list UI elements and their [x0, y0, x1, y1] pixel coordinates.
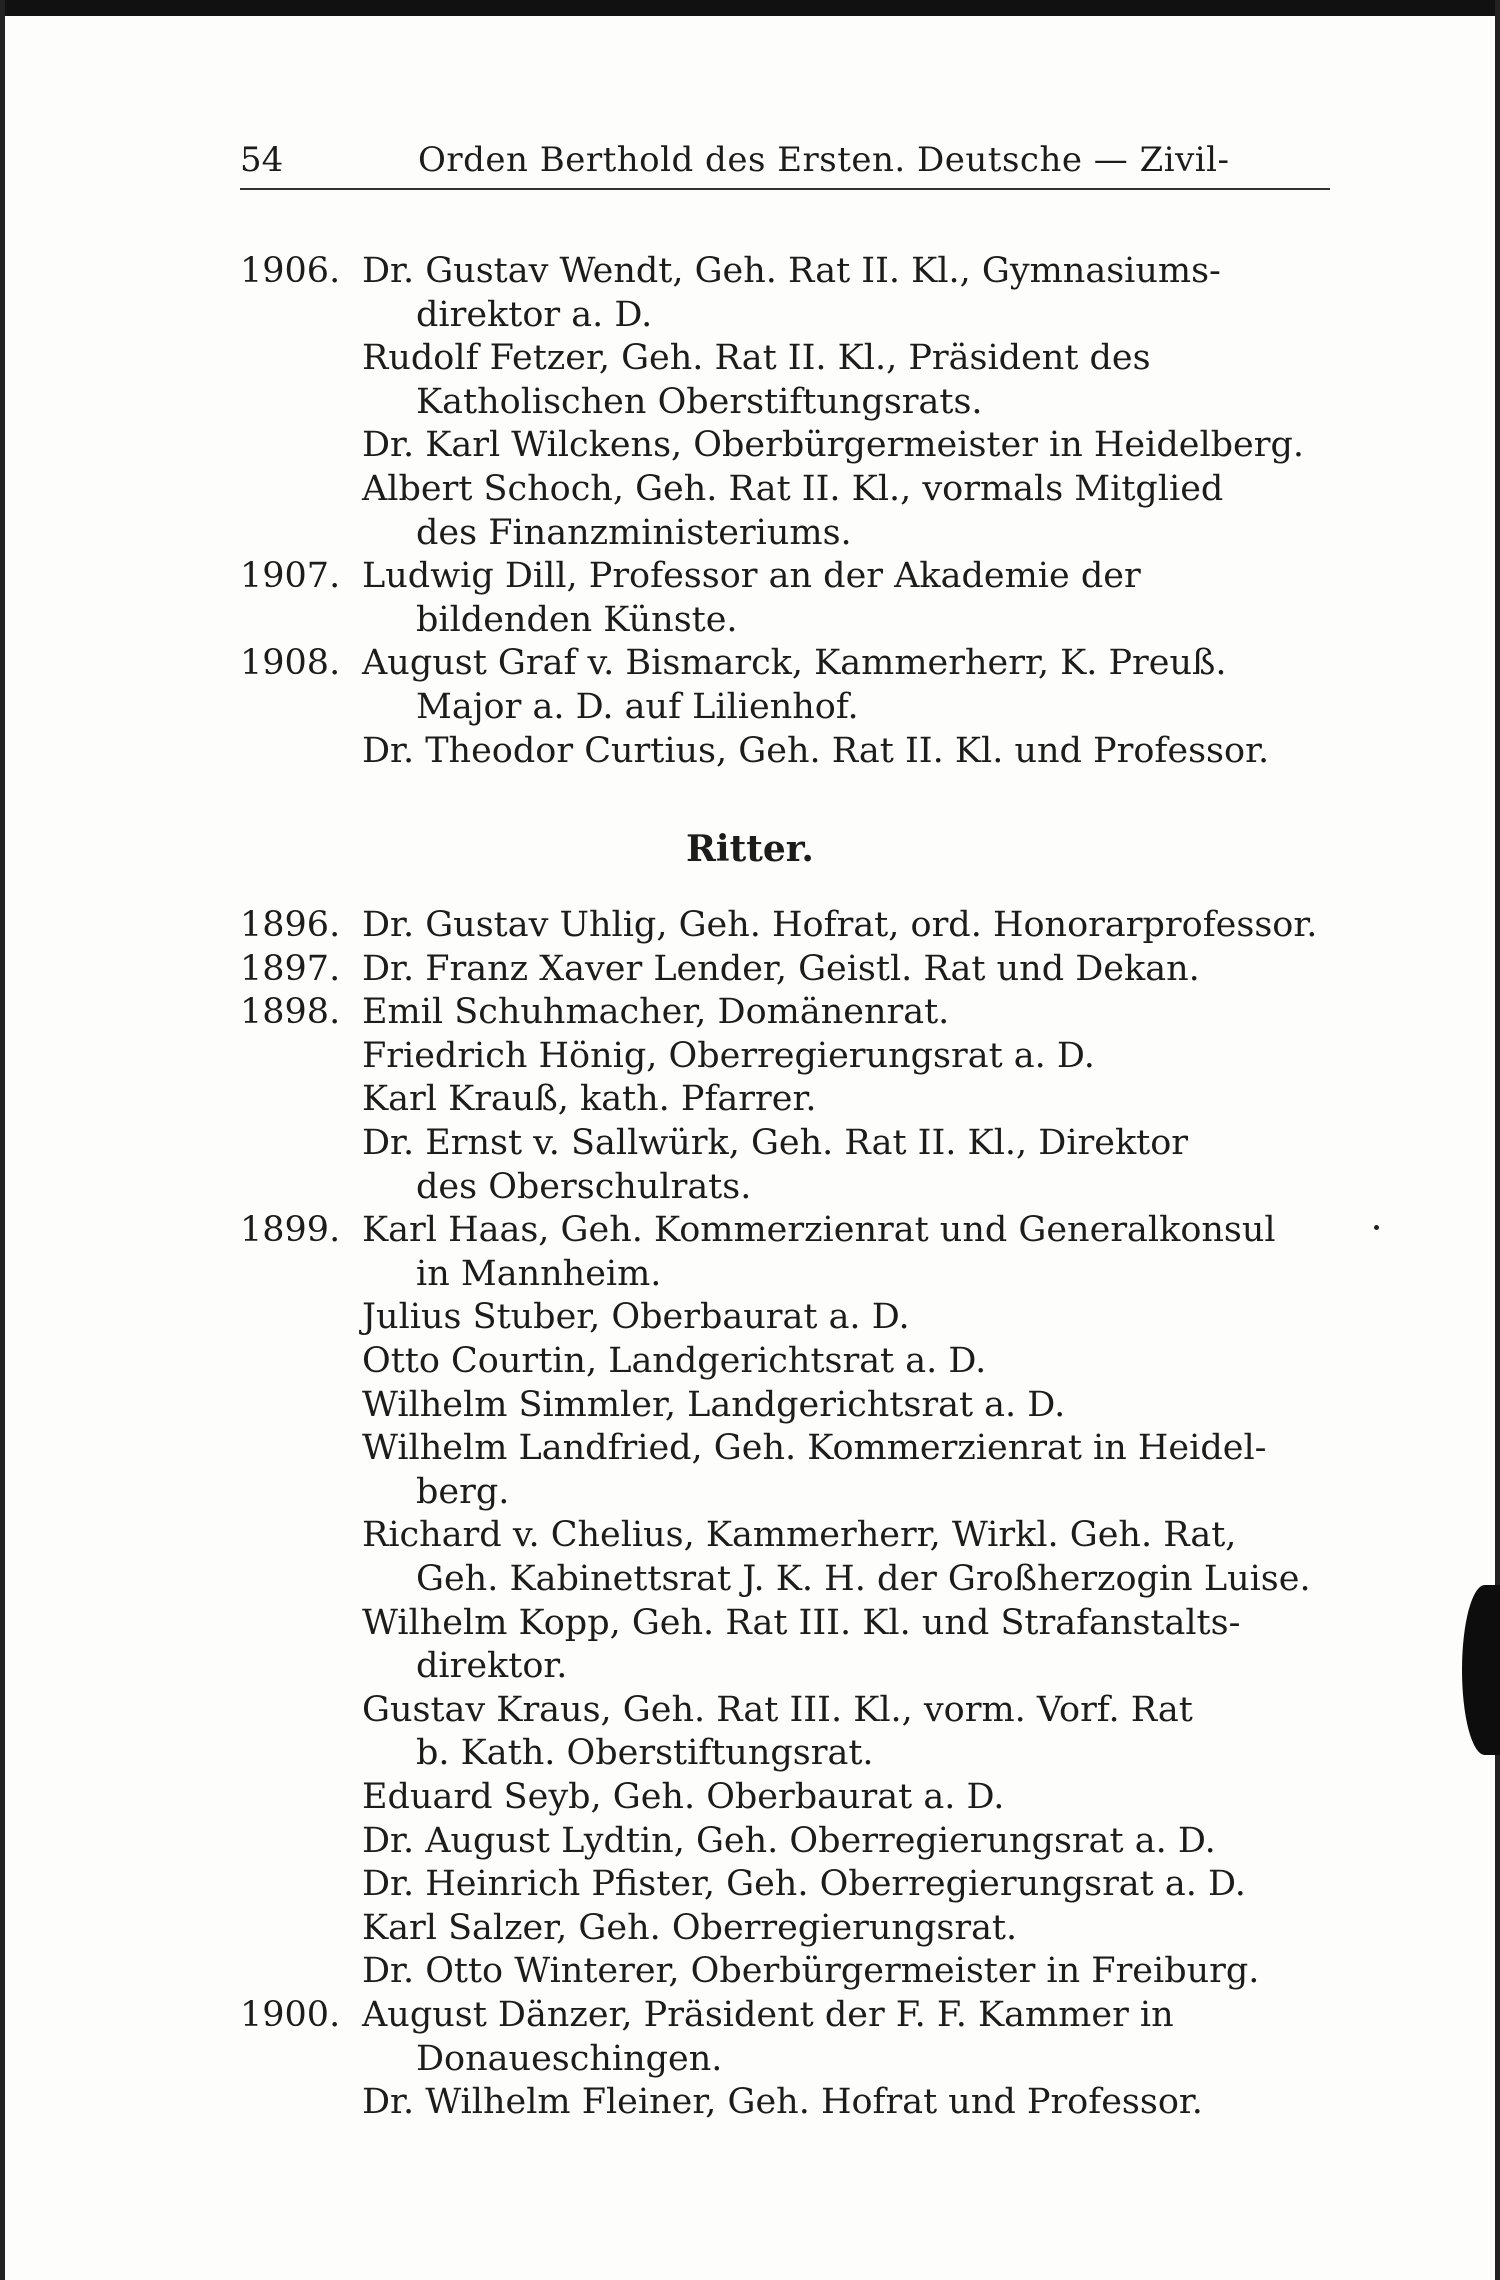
- entry-continuation-line: des Finanzministeriums.: [416, 512, 852, 553]
- entry-line: Gustav Kraus, Geh. Rat III. Kl., vorm. Vorf. Rat: [362, 1689, 1193, 1730]
- entry-line: Dr. Otto Winterer, Oberbürgermeister in Freiburg.: [362, 1951, 1260, 1992]
- entry-continuation-line: Geh. Kabinettsrat J. K. H. der Großherzogin Luise.: [416, 1559, 1311, 1599]
- running-title: Orden Berthold des Ersten. Deutsche — Zivil-: [418, 140, 1230, 180]
- entry-line: Otto Courtin, Landgerichtsrat a. D.: [362, 1341, 987, 1381]
- entry-year: 1907.: [240, 556, 341, 597]
- entry-year: 1900.: [240, 1995, 341, 2035]
- entry-line: Karl Salzer, Geh. Oberregierungsrat.: [362, 1907, 1018, 1948]
- entry-line: Karl Haas, Geh. Kommerzienrat und Generalkonsul: [362, 1210, 1276, 1251]
- entry-line: Dr. Gustav Wendt, Geh. Rat II. Kl., Gymnasiums-: [362, 251, 1221, 291]
- entry-continuation-line: bildenden Künste.: [416, 599, 738, 640]
- entry-line: Wilhelm Kopp, Geh. Rat III. Kl. und Strafanstalts-: [362, 1602, 1241, 1643]
- entry-line: Dr. Franz Xaver Lender, Geistl. Rat und Dekan.: [362, 948, 1200, 989]
- entry-line: Wilhelm Simmler, Landgerichtsrat a. D.: [362, 1384, 1066, 1425]
- entry-line: Dr. Wilhelm Fleiner, Geh. Hofrat und Professor.: [362, 2082, 1203, 2123]
- entry-continuation-line: Katholischen Oberstiftungsrats.: [416, 381, 983, 422]
- entry-continuation-line: Major a. D. auf Lilienhof.: [416, 687, 859, 727]
- page-header: [240, 132, 1330, 190]
- entry-continuation-line: direktor a. D.: [416, 294, 653, 335]
- entry-year: 1897.: [240, 948, 341, 989]
- entry-year: 1908.: [240, 643, 341, 684]
- entry-continuation-line: berg.: [416, 1471, 510, 1512]
- entry-line: Dr. Theodor Curtius, Geh. Rat II. Kl. und Professor.: [362, 730, 1270, 771]
- entry-line: Dr. Gustav Uhlig, Geh. Hofrat, ord. Honorarprofessor.: [362, 905, 1318, 945]
- entry-line: Karl Krauß, kath. Pfarrer.: [362, 1079, 817, 1120]
- entry-line: Julius Stuber, Oberbaurat a. D.: [362, 1297, 910, 1338]
- scan-border-right: [1495, 0, 1500, 2280]
- entry-line: Friedrich Hönig, Oberregierungsrat a. D.: [362, 1035, 1095, 1076]
- entry-line: August Graf v. Bismarck, Kammerherr, K. Preuß.: [362, 643, 1227, 684]
- entry-continuation-line: in Mannheim.: [416, 1253, 662, 1294]
- entry-year: 1898.: [240, 992, 341, 1033]
- entry-year: 1896.: [240, 905, 341, 945]
- entry-line: Dr. August Lydtin, Geh. Oberregierungsrat a. D.: [362, 1820, 1216, 1861]
- entry-line: Ludwig Dill, Professor an der Akademie der: [362, 556, 1141, 597]
- entry-line: Dr. Heinrich Pfister, Geh. Oberregierungsrat a. D.: [362, 1864, 1246, 1905]
- entry-line: Eduard Seyb, Geh. Oberbaurat a. D.: [362, 1777, 1005, 1817]
- scan-speck: [1374, 1225, 1379, 1230]
- entry-continuation-line: b. Kath. Oberstiftungsrat.: [416, 1733, 874, 1774]
- entry-line: Richard v. Chelius, Kammerherr, Wirkl. Geh. Rat,: [362, 1515, 1237, 1556]
- scan-edge-mark: [1462, 1585, 1500, 1755]
- entry-line: Rudolf Fetzer, Geh. Rat II. Kl., Präsident des: [362, 338, 1151, 379]
- scan-border-left: [0, 0, 5, 2280]
- entry-line: Albert Schoch, Geh. Rat II. Kl., vormals Mitglied: [362, 469, 1224, 509]
- entry-year: 1906.: [240, 251, 341, 291]
- entry-line: August Dänzer, Präsident der F. F. Kammer in: [362, 1995, 1174, 2035]
- entry-line: Dr. Ernst v. Sallwürk, Geh. Rat II. Kl., Direktor: [362, 1123, 1189, 1163]
- section-heading: Ritter.: [686, 828, 814, 870]
- entry-continuation-line: direktor.: [416, 1646, 568, 1687]
- entry-year: 1899.: [240, 1210, 341, 1251]
- entry-continuation-line: Donaueschingen.: [416, 2038, 723, 2079]
- entry-line: Dr. Karl Wilckens, Oberbürgermeister in Heidelberg.: [362, 425, 1305, 466]
- entry-line: Wilhelm Landfried, Geh. Kommerzienrat in Heidel-: [362, 1428, 1267, 1469]
- page-number: 54: [240, 140, 284, 180]
- entry-continuation-line: des Oberschulrats.: [416, 1166, 752, 1207]
- entry-line: Emil Schuhmacher, Domänenrat.: [362, 992, 950, 1033]
- scan-border-top: [0, 0, 1500, 16]
